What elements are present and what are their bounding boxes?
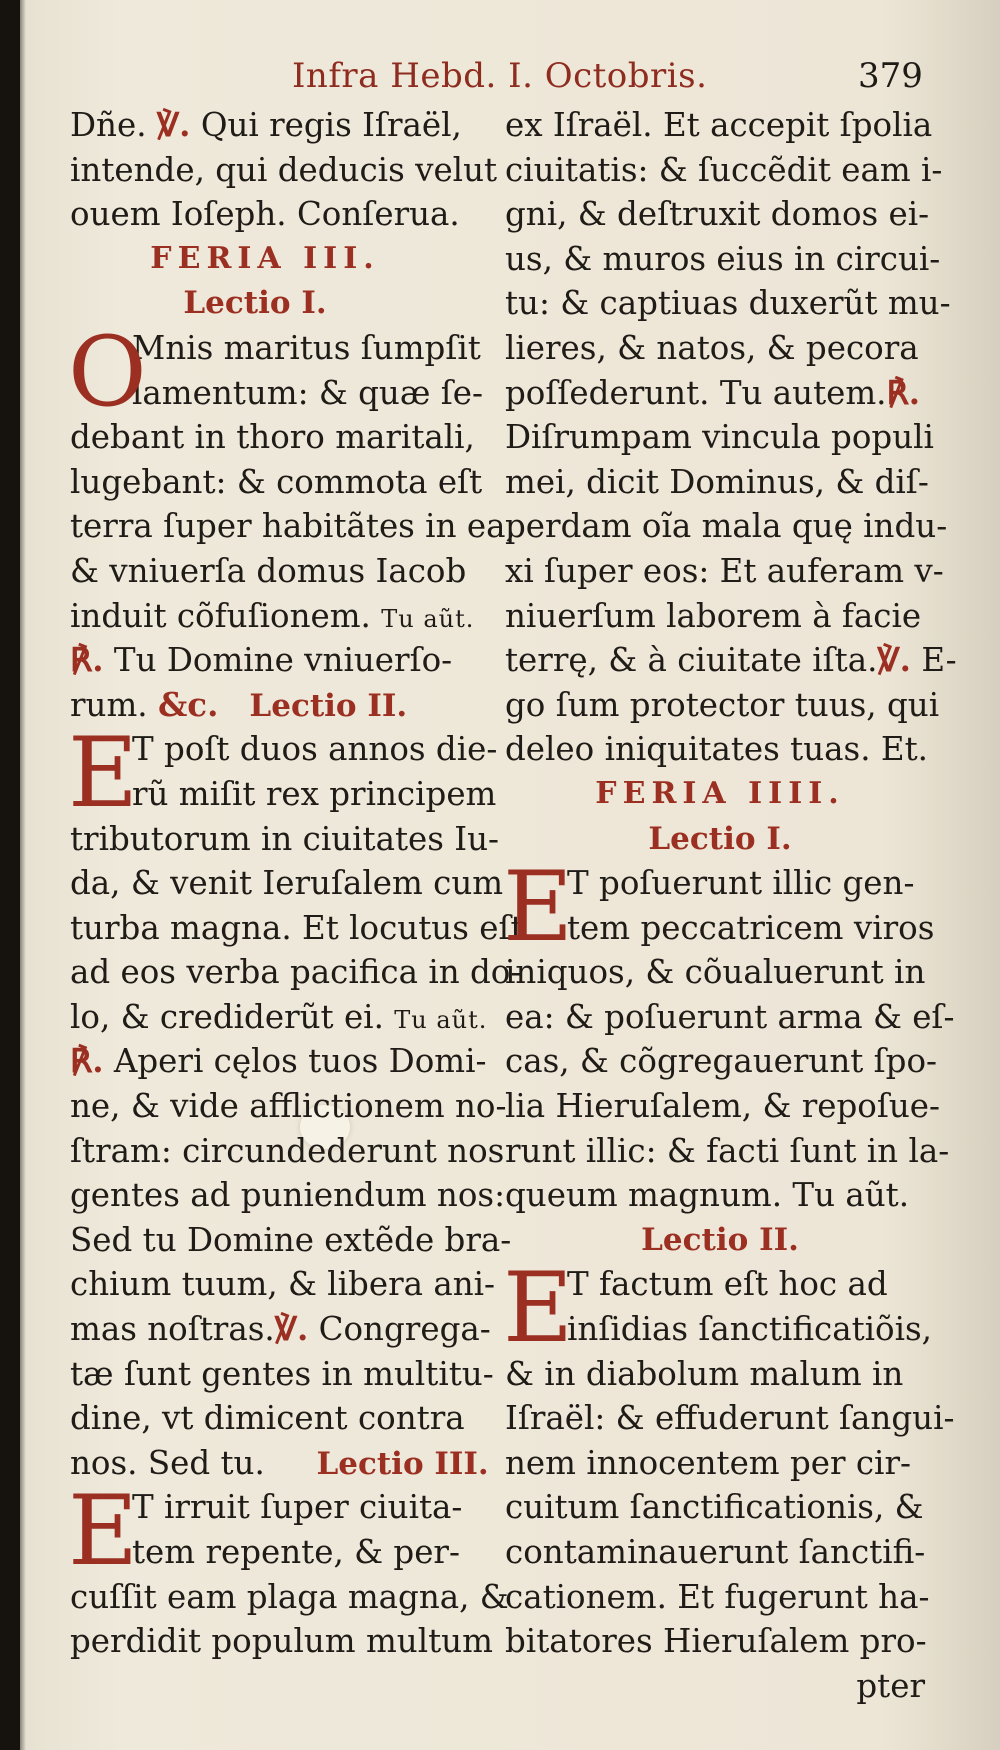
text-line: perdidit populum multum <box>70 1622 493 1661</box>
versicle-symbol: ℣. <box>877 640 911 680</box>
text-line: go ſum protector tuus, qui <box>505 685 940 724</box>
text-line <box>70 103 500 148</box>
lectio-heading: Lectio I. <box>648 820 792 857</box>
lectio-paragraph <box>503 851 955 1218</box>
catchword: pter <box>856 1666 925 1705</box>
text-fragment: Qui regis Iſraël, <box>200 106 462 144</box>
text-line: & vniuerſa domus Iacob <box>70 551 467 590</box>
response-symbol: ℟. <box>70 640 104 680</box>
text-fragment: nos. Sed tu. <box>70 1443 265 1482</box>
lectio-heading: Lectio I. <box>183 285 327 322</box>
text-line: lia Hieruſalem, & repoſue- <box>505 1087 941 1126</box>
page-number: 379 <box>858 56 923 96</box>
feria-heading: FERIA IIII. <box>595 775 845 811</box>
etc-mark: &c. <box>157 684 219 724</box>
text-line: Iſraël: & effuderunt ſangui- <box>505 1399 955 1438</box>
text-line: gni, & deſtruxit domos ei- <box>505 195 930 234</box>
text-line: ne, & vide afflictionem no- <box>70 1087 507 1126</box>
text-line: niuerſum laborem à facie <box>505 596 922 635</box>
lectio-paragraph <box>68 717 524 1039</box>
text-fragment: Congrega- <box>318 1310 491 1349</box>
text-line <box>70 638 500 683</box>
lectio-heading: Lectio II. <box>249 687 408 724</box>
text-line: Mnis maritus ſumpſit <box>132 328 481 367</box>
text-line <box>70 995 500 1040</box>
text-fragment: lo, & crediderũt ei. <box>70 997 384 1036</box>
text-line: Sed tu Domine extẽde bra- <box>70 1220 512 1259</box>
text-line <box>70 1039 500 1084</box>
lectio-heading: Lectio III. <box>316 1445 489 1482</box>
text-line: cuſſit eam plaga magna, & <box>70 1577 509 1616</box>
versicle-symbol: ℣. <box>156 105 191 144</box>
text-fragment: E- <box>921 641 957 680</box>
text-line: rũ miſit rex principem <box>132 774 497 813</box>
text-line: inſidias ſanctificatiõis, <box>567 1310 933 1349</box>
text-line: turba magna. Et locutus eſt <box>70 908 524 947</box>
lectio-paragraph <box>68 1475 509 1663</box>
lectio-paragraph <box>503 1252 955 1663</box>
text-fragment: rum. <box>70 685 148 724</box>
text-line: mei, dicit Dominus, & diſ- <box>505 462 929 501</box>
text-line: tu: & captiuas duxerũt mu- <box>505 284 951 323</box>
response-symbol: ℟. <box>886 372 921 412</box>
text-line: runt illic: & facti ſunt in la- <box>505 1131 950 1170</box>
text-line: cas, & cõgregauerunt ſpo- <box>505 1042 938 1081</box>
versicle-symbol: ℣. <box>274 1309 309 1349</box>
text-line: dine, vt dimicent contra <box>70 1399 465 1438</box>
text-line: tem repente, & per- <box>132 1533 460 1571</box>
text-line: lamentum: & quæ ſe- <box>132 373 483 412</box>
drop-initial: E <box>68 717 139 830</box>
drop-initial: O <box>68 315 147 428</box>
text-line: cationem. Et fugerunt ha- <box>505 1577 930 1616</box>
text-line: xi ſuper eos: Et auferam v- <box>505 551 944 590</box>
text-line: Diſrumpam vincula populi <box>505 418 934 457</box>
response-symbol: ℟. <box>70 1041 104 1081</box>
drop-initial: E <box>68 1475 139 1588</box>
text-line: iniquos, & cõualuerunt in <box>505 953 926 992</box>
feria-heading: FERIA III. <box>150 240 380 276</box>
text-line: & in diabolum malum in <box>505 1354 904 1393</box>
text-line: debant in thoro maritali, <box>70 418 475 457</box>
drop-initial: E <box>503 1252 574 1365</box>
text-line: ouem Ioſeph. Conſerua. <box>70 195 460 234</box>
text-line: perdam oĩa mala quę indu- <box>505 507 948 546</box>
text-fragment: Tu aũt. <box>381 604 475 633</box>
text-line: deleo iniquitates tuas. Et. <box>505 730 928 769</box>
text-fragment: terrę, & à ciuitate iſta. <box>505 641 878 680</box>
book-gutter <box>0 0 20 1750</box>
text-line: lieres, & natos, & pecora <box>505 328 919 367</box>
text-line: intende, qui deducis velut <box>70 150 498 189</box>
text-line: ſtram: circundederunt nos <box>70 1131 505 1170</box>
text-line: tem peccatricem viros <box>567 908 935 947</box>
lectio-paragraph <box>68 315 516 638</box>
text-line: T poſt duos annos die- <box>132 730 498 769</box>
text-line: ea: & poſuerunt arma & eſ- <box>505 997 955 1036</box>
lectio-heading: Lectio II. <box>641 1221 799 1258</box>
text-line: da, & venit Ieruſalem cum <box>70 864 504 903</box>
text-line: lugebant: & commota eſt <box>70 462 483 501</box>
text-line: T poſuerunt illic gen- <box>567 864 915 903</box>
text-line: ciuitatis: & ſuccẽdit eam i- <box>505 150 943 189</box>
text-line <box>70 1307 500 1352</box>
text-line <box>505 371 935 416</box>
text-fragment: poſſederunt. Tu autem. <box>505 373 887 412</box>
text-fragment: Tu aũt. <box>394 1005 488 1034</box>
text-line <box>70 594 500 639</box>
text-fragment: Aperi cęlos tuos Domi- <box>113 1042 487 1081</box>
text-line: contaminauerunt ſanctifi- <box>505 1533 926 1571</box>
left-column <box>68 103 524 1664</box>
page-header <box>0 56 1000 96</box>
text-line: gentes ad puniendum nos: <box>70 1176 506 1215</box>
text-fragment: mas noſtras. <box>70 1310 275 1349</box>
text-line: tributorum in ciuitates Iu- <box>70 819 500 858</box>
text-fragment: Dñe. <box>70 106 147 144</box>
text-line: us, & muros eius in circui- <box>505 239 941 278</box>
right-column <box>503 103 957 1708</box>
text-line <box>505 638 957 683</box>
text-fragment: induit cõfuſionem. <box>70 596 371 635</box>
text-line: ad eos verba pacifica in do- <box>70 953 522 992</box>
text-line: terra ſuper habitãtes in ea, <box>70 507 516 546</box>
text-line: tæ ſunt gentes in multitu- <box>70 1354 494 1393</box>
text-line: ex Iſraël. Et accepit ſpolia <box>505 106 933 144</box>
drop-initial: E <box>503 851 574 964</box>
text-line: queum magnum. Tu aũt. <box>505 1176 910 1215</box>
text-line: T irruit ſuper ciuita- <box>132 1488 463 1527</box>
text-line: T factum eſt hoc ad <box>567 1265 888 1304</box>
text-line: bitatores Hieruſalem pro- <box>505 1622 927 1661</box>
text-line: chium tuum, & libera ani- <box>70 1265 496 1304</box>
text-fragment: Tu Domine vniuerſo- <box>113 641 453 680</box>
text-line: nem innocentem per cir- <box>505 1443 911 1482</box>
running-title: Infra Hebd. I. Octobris. <box>292 56 708 96</box>
text-line: cuitum ſanctificationis, & <box>505 1488 924 1527</box>
